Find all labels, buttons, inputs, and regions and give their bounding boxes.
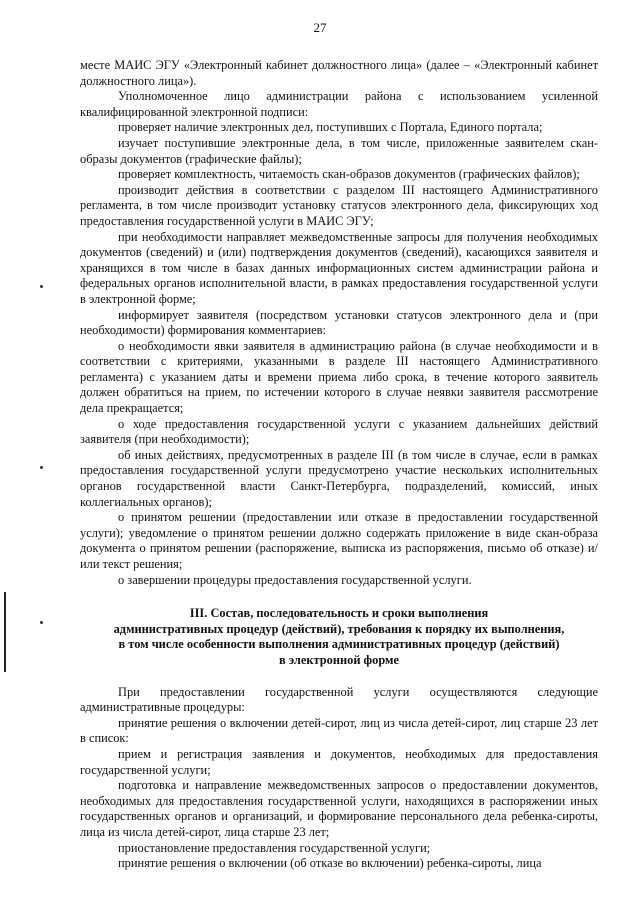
paragraph: Уполномоченное лицо администрации района с использованием усиленной квалифицированной электронной подписи: [80,89,598,119]
paragraph: принятие решения о включении (об отказе во включении) ребенка-сироты, лица [118,856,542,871]
paragraph: изучает поступившие электронные дела, в том числе, приложенные заявителем скан-образы документов (графические файлы); [80,135,598,166]
bottom-paragraphs [80,685,598,872]
paragraph: принятие решения о включении детей-сирот, лиц из числа детей-сирот, лиц старше 23 лет в список: [80,715,598,746]
paragraph: проверяет наличие электронных дел, поступивших с Портала, Единого портала; [118,120,543,135]
paragraph: прием и регистрация заявления и документов, необходимых для предоставления государственной услуги; [80,746,598,777]
paragraph: о необходимости явки заявителя в администрацию района (в случае необходимости и в соответствии с критериями, указанными в разделе III настоящего Административного регламента) с указанием даты и времени приема либо срока, в течение которого заявитель должен обратиться на прием, по истечении которого в случае неявки заявителя рассмотрение дела прекращается; [80,338,598,416]
section-heading-line: в том числе особенности выполнения административных процедур (действий) [118,637,560,652]
section-heading-line: в электронной форме [279,652,399,667]
paragraph: производит действия в соответствии с разделом III настоящего Административного регламента, в том числе производит установку статусов электронного дела, фиксирующих ход предоставления государственной услуги в МАИС ЭГУ; [80,182,598,228]
paragraph: приостановление предоставления государственной услуги; [118,840,431,855]
section-heading [80,606,598,668]
section-heading-line: III. Состав, последовательность и сроки выполнения [189,606,489,621]
margin-dot [40,621,43,624]
margin-dot [40,466,43,469]
page-number: 27 [313,20,327,35]
paragraph: о принятом решении (предоставлении или отказе в предоставлении государственной услуги); уведомление о принятом решении должно содержать приложение в виде скан-образа документа о принятом решении (распоряжение, выписка из распоряжения, письмо об отказе) и/или текст решения; [80,510,598,571]
paragraph: о ходе предоставления государственной услуги с указанием дальнейших действий заявителя (при необходимости); [80,416,598,447]
document-body [80,58,598,872]
paragraph: об иных действиях, предусмотренных в разделе III (в том числе в случае, если в рамках предоставления государственной услуги предусмотрено участие нескольких исполнительных органов государственной власти Санкт-Петербурга, подразделений, комиссий, иных коллегиальных органов); [80,447,598,509]
paragraph: о завершении процедуры предоставления государственной услуги. [118,572,472,587]
margin-dot [40,285,43,288]
paragraph: при необходимости направляет межведомственные запросы для получения необходимых документов (сведений) и (или) подтверждения документов (сведений), касающихся заявителя и хранящихся в том числе в базах данных информационных систем администрации района и федеральных органов исполнительной власти, в рамках предоставления государственной услуги в электронной форме; [80,229,598,306]
top-paragraphs [80,58,598,588]
paragraph: месте МАИС ЭГУ «Электронный кабинет должностного лица» (далее – «Электронный кабинет должностного лица»). [80,58,598,88]
section-heading-line: административных процедур (действий), требования к порядку их выполнения, [113,621,565,636]
margin-bar [4,592,6,672]
paragraph: проверяет комплектность, читаемость скан-образов документов (графических файлов); [118,167,580,182]
paragraph: При предоставлении государственной услуги осуществляются следующие административные процедуры: [80,684,598,715]
paragraph: подготовка и направление межведомственных запросов о предоставлении документов, необходимых для предоставления государственной услуги, находящихся в распоряжении иных государственных органов и организаций, и формирование персонального дела ребенка-сироты, лица из числа детей-сирот, лица старше 23 лет; [80,778,598,839]
paragraph: информирует заявителя (посредством установки статусов электронного дела и (при необходимости) формирования комментариев: [80,307,598,338]
